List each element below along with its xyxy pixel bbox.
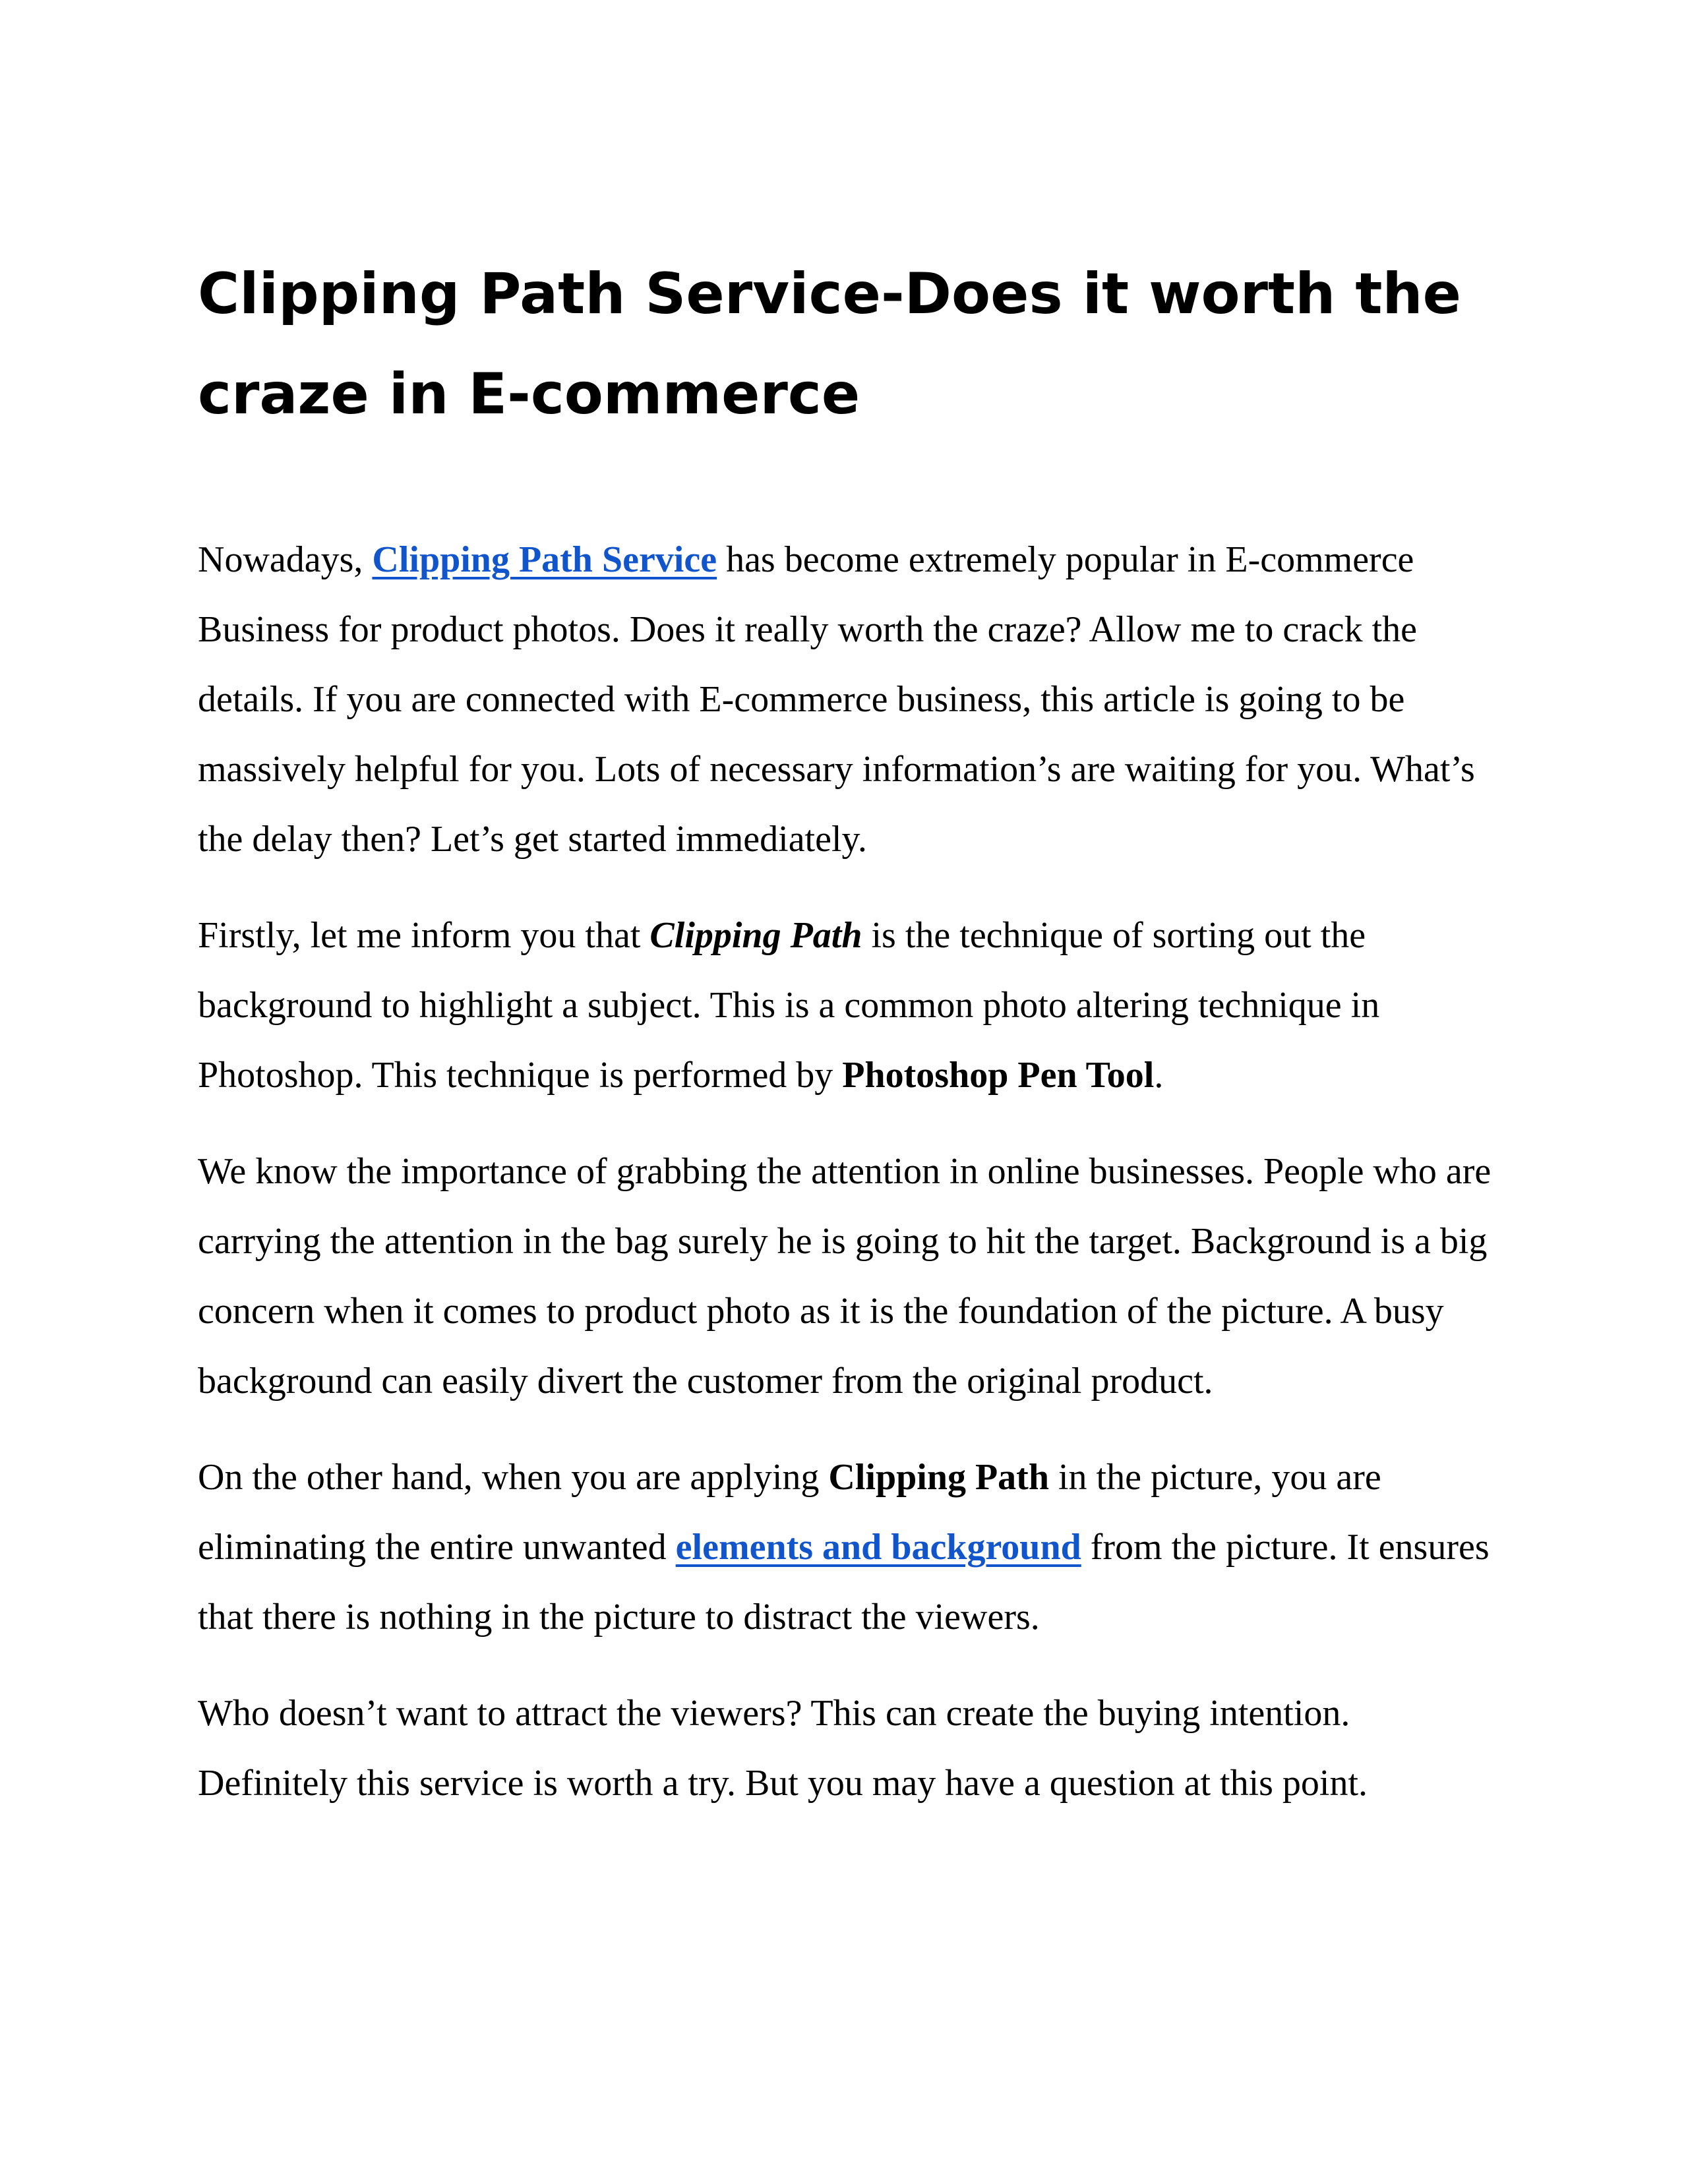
paragraph-text: Nowadays, bbox=[198, 539, 373, 580]
emphasis-clipping-path: Clipping Path bbox=[649, 915, 862, 956]
paragraph-text: . bbox=[1154, 1055, 1164, 1096]
clipping-path-service-link[interactable]: Clipping Path Service bbox=[372, 539, 717, 580]
paragraph-closing: Who doesn’t want to attract the viewers? This can create the buying intention. Definitely this service is worth a try. But you may have a question at this point. bbox=[198, 1693, 1368, 1804]
paragraph-text: Firstly, let me inform you that bbox=[198, 915, 650, 956]
paragraph-attention: We know the importance of grabbing the attention in online businesses. People who are carrying the attention in the bag surely he is going to hit the target. Background is a big concern when it comes to product photo as it is the foundation of the picture. A busy background can easily divert the customer from the original product. bbox=[198, 1151, 1492, 1402]
strong-photoshop-pen-tool: Photoshop Pen Tool bbox=[842, 1055, 1155, 1096]
paragraph-text: is the technique of sorting out the background to highlight a subject. This is a common photo altering technique in Photoshop. This technique is performed by bbox=[198, 915, 1380, 1096]
paragraph-intro bbox=[198, 525, 1503, 874]
paragraph-definition bbox=[198, 900, 1503, 1110]
article-body bbox=[198, 244, 1503, 1845]
paragraph-text: On the other hand, when you are applying bbox=[198, 1457, 829, 1498]
paragraph-text: in the picture, you are eliminating the entire unwanted bbox=[198, 1457, 1381, 1568]
paragraph-text: from the picture. It ensures that there is nothing in the picture to distract the viewers. bbox=[198, 1527, 1490, 1638]
strong-clipping-path: Clipping Path bbox=[828, 1457, 1049, 1498]
paragraph-text: has become extremely popular in E-commerce Business for product photos. Does it really worth the craze? Allow me to crack the details. If you are connected with E-commerce business, this article is going to be massively helpful for you. Lots of necessary information’s are waiting for you. What’s the delay then? Let’s get started immediately. bbox=[198, 539, 1475, 860]
article-title: Clipping Path Service-Does it worth the craze in E-commerce bbox=[198, 261, 1461, 427]
paragraph-other-hand bbox=[198, 1442, 1503, 1652]
elements-and-background-link[interactable]: elements and background bbox=[675, 1527, 1081, 1568]
